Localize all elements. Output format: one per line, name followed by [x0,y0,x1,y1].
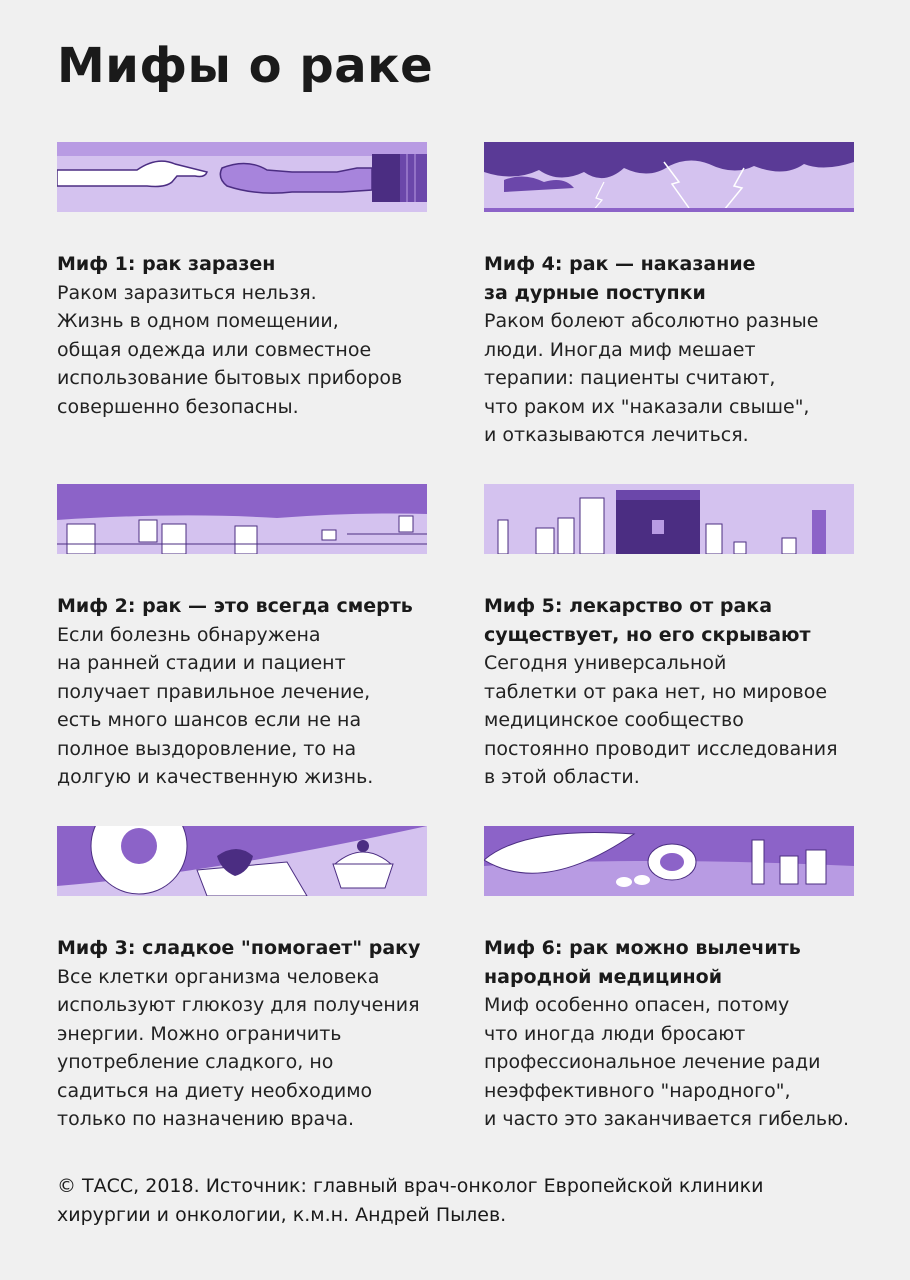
myth-card-4 [484,142,856,450]
myth-card-2 [57,484,429,792]
myth-text: Если болезнь обнаружена на ранней стадии и пациент получает правильное лечение, есть много шансов если не на полное выздоровление, то на долгую и качественную жизнь. [57,623,374,788]
myth-text: Миф особенно опасен, потому что иногда люди бросают профессиональное лечение ради неэффективного "народного", и часто это заканчивается гибелью. [484,994,850,1130]
myth-text: Раком болеют абсолютно разные люди. Иногда миф мешает терапии: пациенты считают, что раком их "наказали свыше", и отказываются лечиться. [484,310,819,446]
sweets-illustration [57,826,427,896]
myth-text: Раком заразиться нельзя. Жизнь в одном помещении, общая одежда или совместное использование бытовых приборов совершенно безопасны. [57,281,403,418]
myth-text: Все клетки организма человека используют глюкозу для получения энергии. Можно ограничить употребление сладкого, но садиться на диету необходимо только по назначению врача. [57,965,420,1130]
storm-clouds-illustration [484,142,854,212]
myth-card-3 [57,826,429,1134]
myth-card-5 [484,484,856,792]
myth-heading: Миф 6: рак можно вылечить народной медициной [484,937,801,988]
myth-card-1 [57,142,429,421]
myth-heading: Миф 2: рак — это всегда смерть [57,595,413,617]
medicine-illustration [484,484,854,554]
myth-heading: Миф 5: лекарство от рака существует, но его скрывают [484,595,811,646]
source-footer: © ТАСС, 2018. Источник: главный врач-онколог Европейской клиники хирургии и онкологии, к.м.н. Андрей Пылев. [57,1175,764,1226]
hands-illustration [57,142,427,212]
myth-text: Сегодня универсальной таблетки от рака нет, но мировое медицинское сообщество постоянно проводит исследования в этой области. [484,652,838,788]
myth-heading: Миф 3: сладкое "помогает" раку [57,937,421,959]
myth-heading: Миф 4: рак — наказание за дурные поступки [484,253,756,304]
folk-medicine-illustration [484,826,854,896]
myth-card-6 [484,826,856,1134]
page-title: Мифы о раке [57,38,434,94]
cemetery-illustration [57,484,427,554]
myth-heading: Миф 1: рак заразен [57,253,276,275]
